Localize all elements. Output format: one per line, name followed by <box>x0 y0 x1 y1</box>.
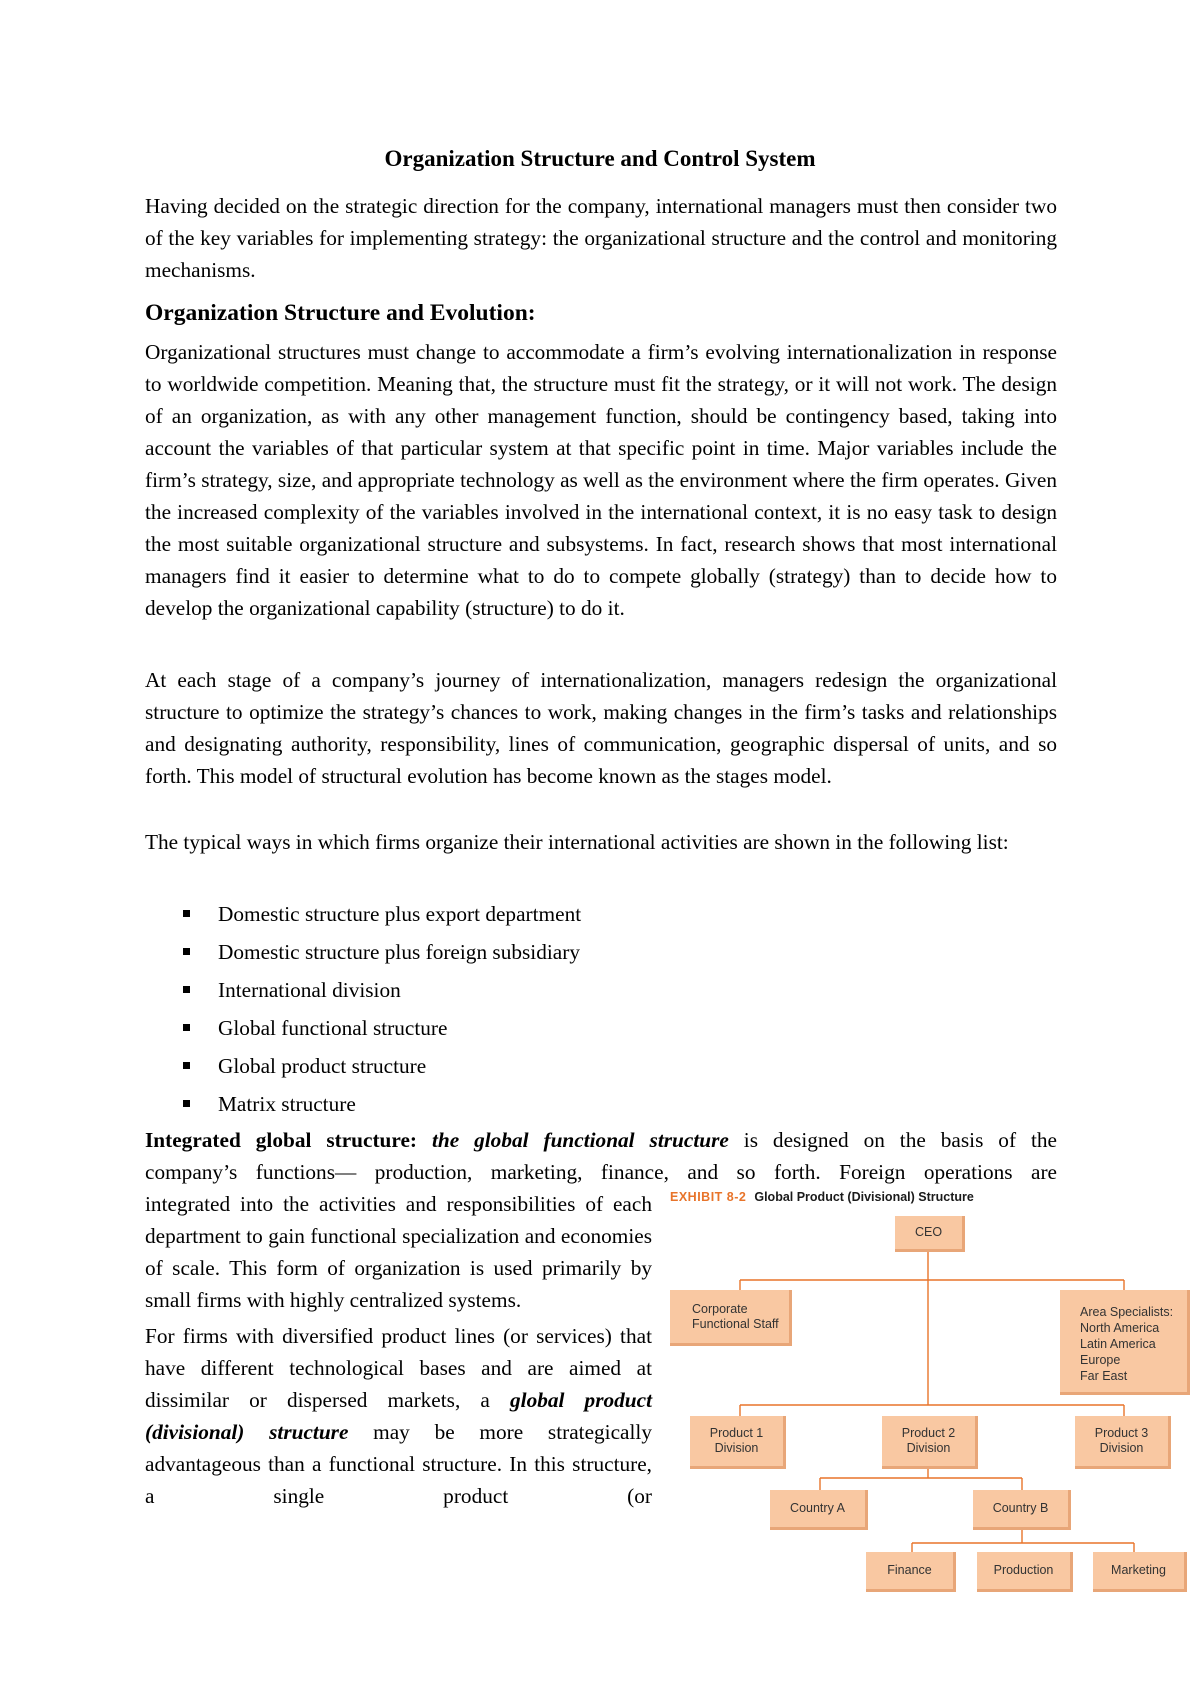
list-item: Global functional structure <box>145 1009 581 1047</box>
marketing-box: Marketing <box>1093 1552 1187 1592</box>
para2-block <box>145 664 1057 792</box>
country-b-box: Country B <box>973 1490 1071 1530</box>
product-end: may be more strategically advantageous than a functional structure. In this structure, a single product (or <box>145 1420 652 1508</box>
bullet-square-icon <box>183 948 190 955</box>
corporate-staff-box: Corporate Functional Staff <box>670 1290 792 1346</box>
intro-block <box>145 190 1057 286</box>
list-item: International division <box>145 971 581 1009</box>
product-2-division-box: Product 2 Division <box>882 1416 978 1469</box>
exhibit-figure <box>670 1190 1190 1610</box>
product-term: global product (divisional) structure <box>145 1388 652 1444</box>
integrated-continued: integrated into the activities and responsibilities of each department to gain functional specialization and economies of scale. This form of organization is used primarily by small firms with highly centralized systems. <box>145 1192 652 1312</box>
finance-box: Finance <box>866 1552 956 1592</box>
paragraph-2: At each stage of a company’s journey of internationalization, managers redesign the organizational structure to optimize the strategy’s chances to work, making changes in the firm’s tasks and relationships and designating authority, responsibility, lines of communication, geographic dispersal of units, and so forth. This model of structural evolution has become known as the stages model. <box>145 668 1057 788</box>
paragraph-3: The typical ways in which firms organize their international activities are shown in the following list: <box>145 830 1009 854</box>
product-paragraph <box>145 1320 652 1512</box>
bullet-square-icon <box>183 1062 190 1069</box>
paragraph-1: Organizational structures must change to accommodate a firm’s evolving internationalization in response to worldwide competition. Meaning that, the structure must fit the strategy, or it will not work. The design of an organization, as with any other management function, should be contingency based, taking into account the variables of that particular system at that specific point in time. Major variables include the firm’s strategy, size, and appropriate technology as well as the environment where the firm operates. Given the increased complexity of the variables involved in the international context, it is no easy task to design the most suitable organizational structure and subsystems. In fact, research shows that most international managers find it easier to determine what to do to compete globally (strategy) than to decide how to develop the organizational capability (structure) to do it. <box>145 340 1057 620</box>
structure-list <box>145 895 581 1123</box>
product-1-division-box: Product 1 Division <box>690 1416 786 1469</box>
bullet-square-icon <box>183 986 190 993</box>
production-box: Production <box>977 1552 1073 1592</box>
para1-block <box>145 336 1057 624</box>
narrow-column <box>145 1188 652 1512</box>
integrated-term: the global functional structure <box>431 1128 729 1152</box>
list-item: Domestic structure plus export department <box>145 895 581 933</box>
bullet-square-icon <box>183 910 190 917</box>
area-specialists-box: Area Specialists: North America Latin America Europe Far East <box>1060 1290 1190 1395</box>
list-item: Global product structure <box>145 1047 581 1085</box>
bullet-square-icon <box>183 1024 190 1031</box>
ceo-box: CEO <box>895 1216 965 1252</box>
integrated-rest: is designed on the basis of the <box>728 1128 1058 1152</box>
para3-block <box>145 826 1057 858</box>
country-a-box: Country A <box>770 1490 868 1530</box>
integrated-block <box>145 1124 1057 1188</box>
exhibit-title: Global Product (Divisional) Structure <box>754 1190 974 1204</box>
integrated-lead: Integrated global structure: <box>145 1128 417 1152</box>
exhibit-number: EXHIBIT 8-2 <box>670 1190 747 1204</box>
integrated-line-2: company’s functions— production, marketing, finance, and so forth. Foreign operations are <box>145 1160 1057 1184</box>
list-item: Domestic structure plus foreign subsidiary <box>145 933 581 971</box>
list-item: Matrix structure <box>145 1085 581 1123</box>
bullet-square-icon <box>183 1100 190 1107</box>
org-chart-connectors <box>670 1190 1190 1610</box>
intro-paragraph: Having decided on the strategic direction for the company, international managers must then consider two of the key variables for implementing strategy: the organizational structure and the control and monitoring mechanisms. <box>145 194 1057 282</box>
integrated-line-1 <box>145 1124 1057 1156</box>
section-heading: Organization Structure and Evolution: <box>145 300 536 326</box>
product-3-division-box: Product 3 Division <box>1075 1416 1171 1469</box>
product-start: For firms with diversified product lines (or services) that have different technological bases and are aimed at dissimilar or dispersed markets, a <box>145 1324 652 1412</box>
page-title: Organization Structure and Control System <box>384 146 816 171</box>
